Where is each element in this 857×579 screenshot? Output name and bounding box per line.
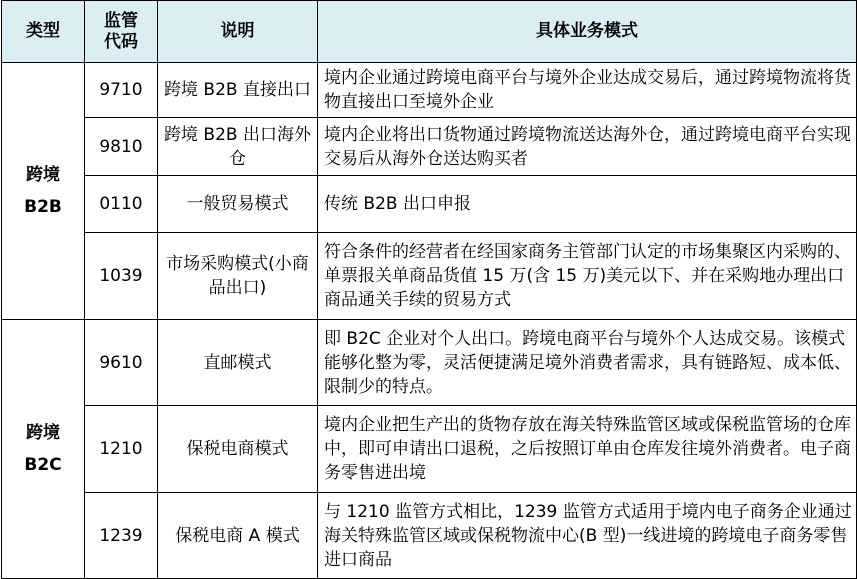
- desc-cell: 保税电商 A 模式: [158, 493, 318, 579]
- business-mode-table: [1, 0, 857, 579]
- header-desc: 说明: [158, 1, 318, 63]
- table-row: [2, 493, 857, 579]
- desc-cell: 跨境 B2B 出口海外仓: [158, 118, 318, 176]
- table-row: [2, 233, 857, 320]
- code-cell: 1039: [85, 233, 158, 320]
- code-cell: 9710: [85, 63, 158, 118]
- table-row: [2, 320, 857, 406]
- desc-cell: 市场采购模式(小商品出口): [158, 233, 318, 320]
- mode-cell: 与 1210 监管方式相比，1239 监管方式适用于境内电子商务企业通过海关特殊监管区域或保税物流中心(B 型)一线进境的跨境电子商务零售进口商品: [318, 493, 857, 579]
- desc-cell: 跨境 B2B 直接出口: [158, 63, 318, 118]
- mode-cell: 传统 B2B 出口申报: [318, 176, 857, 233]
- header-type: 类型: [2, 1, 85, 63]
- type-cell-b2c: [2, 320, 85, 579]
- table-row: [2, 118, 857, 176]
- type-line1: 跨境: [26, 423, 60, 443]
- code-cell: 9610: [85, 320, 158, 406]
- table-row: [2, 63, 857, 118]
- header-mode: 具体业务模式: [318, 1, 857, 63]
- type-line2: B2C: [24, 455, 62, 475]
- header-code-line1: 监管: [104, 10, 138, 31]
- desc-cell: 直邮模式: [158, 320, 318, 406]
- table-row: [2, 406, 857, 493]
- mode-cell: 即 B2C 企业对个人出口。跨境电商平台与境外个人达成交易。该模式能够化整为零，灵活便捷满足境外消费者需求，具有链路短、成本低、限制少的特点。: [318, 320, 857, 406]
- code-cell: 1239: [85, 493, 158, 579]
- code-cell: 0110: [85, 176, 158, 233]
- mode-cell: 符合条件的经营者在经国家商务主管部门认定的市场集聚区内采购的、单票报关单商品货值 15 万(含 15 万)美元以下、并在采购地办理出口商品通关手续的贸易方式: [318, 233, 857, 320]
- desc-cell: 一般贸易模式: [158, 176, 318, 233]
- table-row: [2, 176, 857, 233]
- desc-cell: 保税电商模式: [158, 406, 318, 493]
- header-code: [85, 1, 158, 63]
- mode-cell: 境内企业通过跨境电商平台与境外企业达成交易后，通过跨境物流将货物直接出口至境外企业: [318, 63, 857, 118]
- type-cell-b2b: [2, 63, 85, 320]
- type-line2: B2B: [24, 197, 62, 217]
- type-line1: 跨境: [26, 165, 60, 185]
- mode-cell: 境内企业将出口货物通过跨境物流送达海外仓，通过跨境电商平台实现交易后从海外仓送达购买者: [318, 118, 857, 176]
- code-cell: 1210: [85, 406, 158, 493]
- header-row: [2, 1, 857, 63]
- code-cell: 9810: [85, 118, 158, 176]
- header-code-line2: 代码: [104, 31, 138, 52]
- mode-cell: 境内企业把生产出的货物存放在海关特殊监管区域或保税监管场的仓库中，即可申请出口退税，之后按照订单由仓库发往境外消费者。电子商务零售进出境: [318, 406, 857, 493]
